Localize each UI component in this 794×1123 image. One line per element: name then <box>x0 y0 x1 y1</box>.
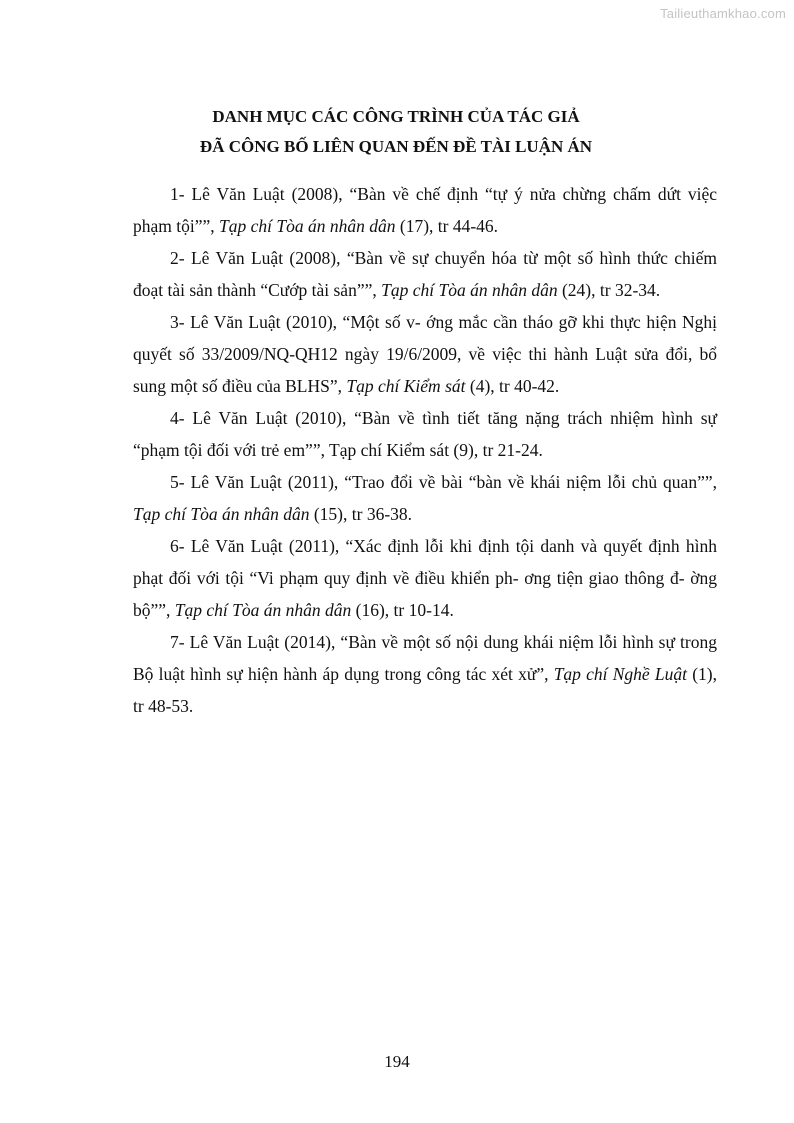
publication-source: Tạp chí Tòa án nhân dân <box>381 280 558 300</box>
publication-source: Tạp chí Kiểm sát <box>346 376 466 396</box>
section-title-line-2: ĐÃ CÔNG BỐ LIÊN QUAN ĐẾN ĐỀ TÀI LUẬN ÁN <box>199 137 593 156</box>
publication-item-3 <box>133 306 717 402</box>
publication-text: 7- Lê Văn Luật (2014), “Bàn về một số nội dung khái niệm lỗi hình sự trong Bộ luật hình sự hiện hành áp dụng trong công tác xét xử”, <box>133 632 717 684</box>
publication-tail: (15), tr 36-38. <box>309 504 413 524</box>
publication-item-5 <box>133 466 717 530</box>
publication-source: Tạp chí Tòa án nhân dân <box>219 216 396 236</box>
publication-source: Tạp chí Nghề Luật <box>553 664 687 684</box>
publication-item-7 <box>133 626 717 722</box>
publication-text: 4- Lê Văn Luật (2010), “Bàn về tình tiết tăng nặng trách nhiệm hình sự “phạm tội đối với trẻ em””, Tạp chí Kiểm sát (9), tr 21-24. <box>133 408 717 460</box>
publication-text: 3- Lê Văn Luật (2010), “Một số v- ớng mắc cần tháo gỡ khi thực hiện Nghị quyết số 33/2009/NQ-QH12 ngày 19/6/2009, về việc thi hành Luật sửa đổi, bổ sung một số điều của BLHS”, <box>133 312 717 396</box>
publication-tail: (24), tr 32-34. <box>557 280 661 300</box>
publication-tail: (17), tr 44-46. <box>395 216 499 236</box>
publication-source: Tạp chí Tòa án nhân dân <box>174 600 352 620</box>
publication-item-1 <box>133 178 717 242</box>
publication-text: 1- Lê Văn Luật (2008), “Bàn về chế định “tự ý nửa chừng chấm dứt việc phạm tội””, <box>133 184 717 236</box>
publication-source: Tạp chí Tòa án nhân dân <box>133 504 310 524</box>
publication-tail: (16), tr 10-14. <box>351 600 454 620</box>
page-number: 194 <box>384 1052 410 1071</box>
publication-item-2 <box>133 242 717 306</box>
watermark-text: Tailieuthamkhao.com <box>660 6 786 21</box>
publication-text: 6- Lê Văn Luật (2011), “Xác định lỗi khi định tội danh và quyết định hình phạt đối với tội “Vi phạm quy định về điều khiển ph- ơng tiện giao thông đ- ờng bộ””, <box>133 536 717 620</box>
publication-item-6 <box>133 530 717 626</box>
publication-tail: (4), tr 40-42. <box>465 376 560 396</box>
publication-list <box>133 178 717 722</box>
section-title-line-1: DANH MỤC CÁC CÔNG TRÌNH CỦA TÁC GIẢ <box>212 107 580 126</box>
publication-text: 5- Lê Văn Luật (2011), “Trao đổi về bài “bàn về khái niệm lỗi chủ quan””, <box>170 472 717 492</box>
publication-item-4 <box>133 402 717 466</box>
publication-text: 2- Lê Văn Luật (2008), “Bàn về sự chuyển hóa từ một số hình thức chiếm đoạt tài sản thành “Cướp tài sản””, <box>133 248 717 300</box>
publication-tail: (1), tr 48-53. <box>133 664 717 716</box>
